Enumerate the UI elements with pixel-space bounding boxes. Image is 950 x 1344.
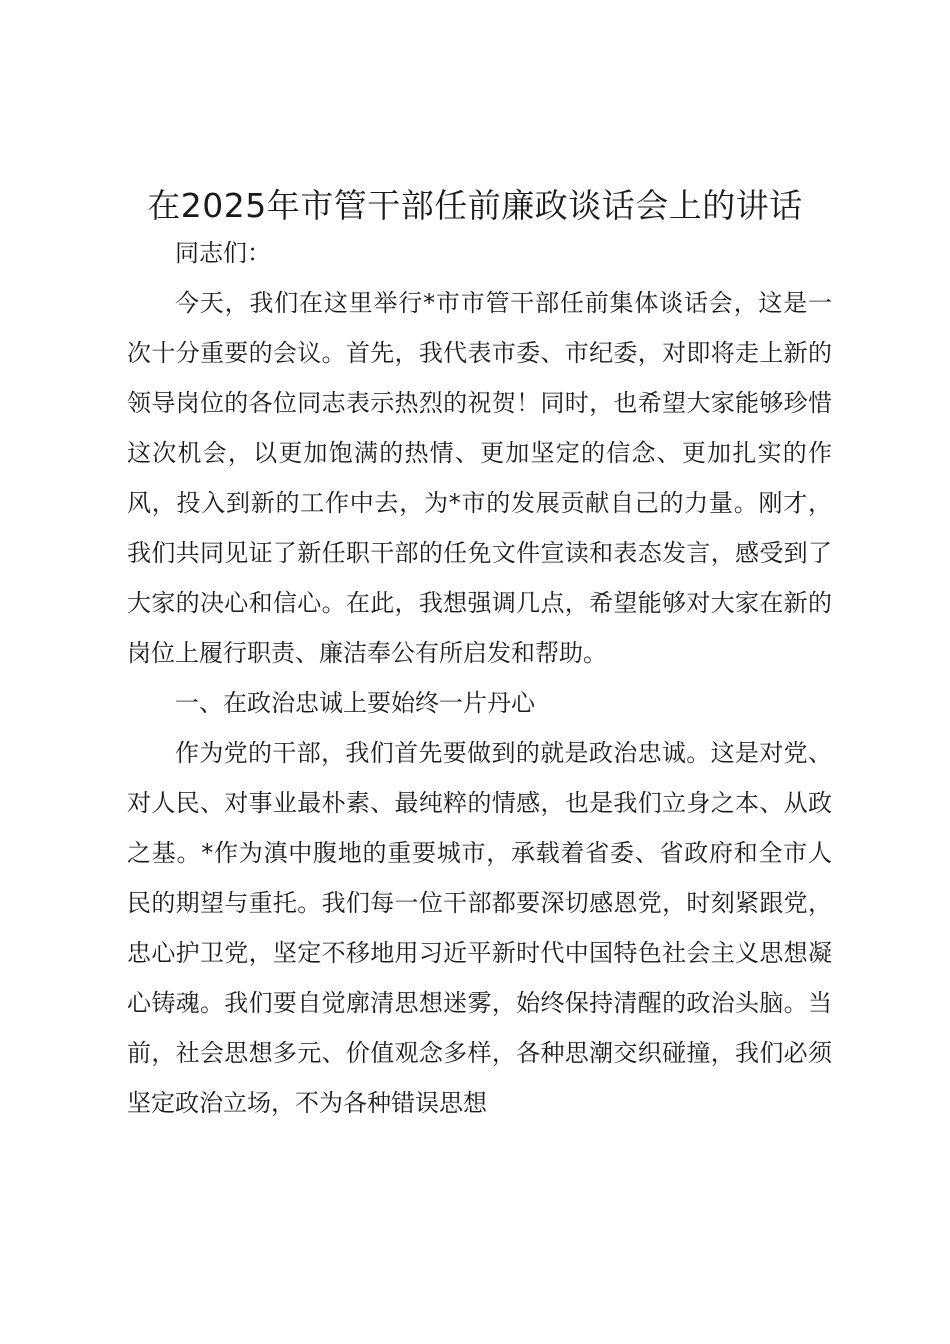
intro-paragraph: 今天，我们在这里举行*市市管干部任前集体谈话会，这是一次十分重要的会议。首先，我代表市委、市纪委，对即将走上新的领导岗位的各位同志表示热烈的祝贺！同时，也希望大家能够珍惜这次机会，以更加饱满的热情、更加坚定的信念、更加扎实的作风，投入到新的工作中去，为*市的发展贡献自己的力量。刚才，我们共同见证了新任职干部的任免文件宣读和表态发言，感受到了大家的决心和信心。在此，我想强调几点，希望能够对大家在新的岗位上履行职责、廉洁奉公有所启发和帮助。 (127, 289, 832, 667)
document-title: 在2025年市管干部任前廉政谈话会上的讲话 (147, 186, 803, 225)
section-heading: 一、在政治忠诚上要始终一片丹心 (175, 689, 535, 717)
document-body (127, 228, 832, 1128)
greeting: 同志们： (175, 239, 271, 267)
section-paragraph: 作为党的干部，我们首先要做到的就是政治忠诚。这是对党、对人民、对事业最朴素、最纯粹的情感，也是我们立身之本、从政之基。*作为滇中腹地的重要城市，承载着省委、省政府和全市人民的期望与重托。我们每一位干部都要深切感恩党，时刻紧跟党，忠心护卫党，坚定不移地用习近平新时代中国特色社会主义思想凝心铸魂。我们要自觉廓清思想迷雾，始终保持清醒的政治头脑。当前，社会思想多元、价值观念多样，各种思潮交织碰撞，我们必须坚定政治立场，不为各种错误思想 (127, 739, 832, 1117)
